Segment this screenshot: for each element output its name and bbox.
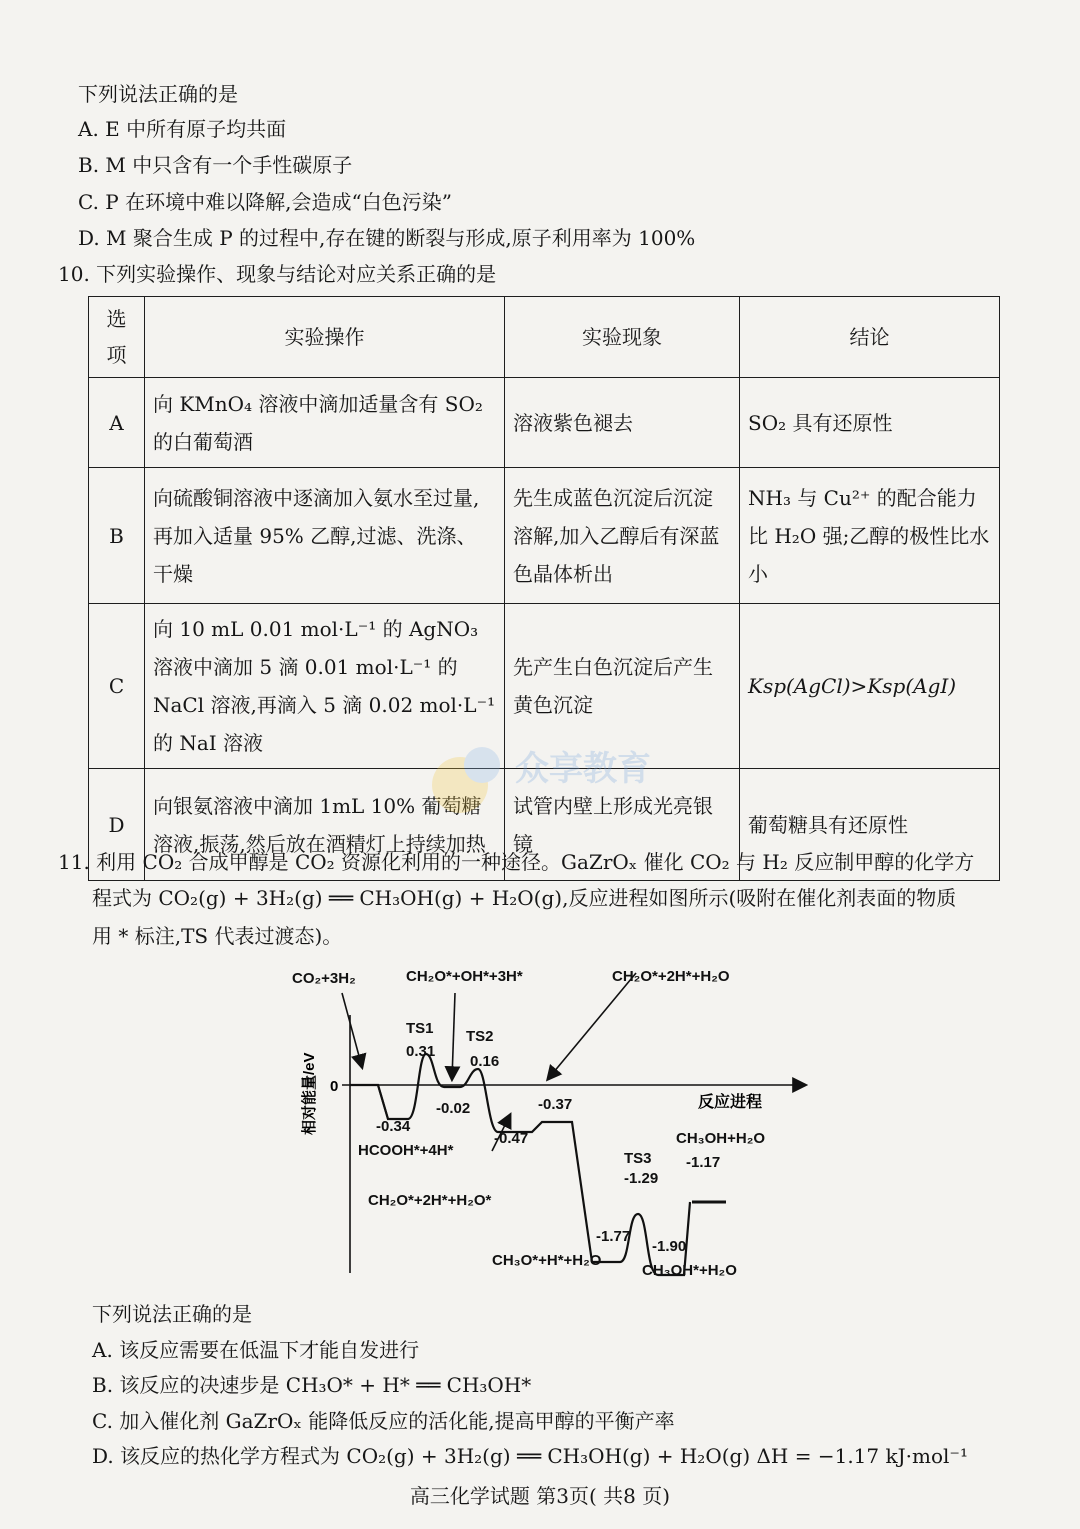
table-row (89, 378, 1000, 468)
level-species-1: HCOOH*+4H* (358, 1142, 454, 1159)
row-phenomenon: 溶液紫色褪去 (505, 378, 740, 468)
level-species-4: TS2 (466, 1028, 494, 1045)
drop-line (378, 1085, 388, 1119)
q9-option-a: A. E 中所有原子均共面 (78, 117, 287, 141)
level-species-7: CH₃O*+H*+H₂O (492, 1252, 602, 1269)
q11-option-c: C. 加入催化剂 GaZrOₓ 能降低反应的活化能,提高甲醇的平衡产率 (92, 1409, 675, 1433)
energy-profile-chart (280, 955, 820, 1285)
q11-option-b: B. 该反应的决速步是 CH₃O* + H* ══ CH₃OH* (92, 1373, 532, 1397)
q11-option-d: D. 该反应的热化学方程式为 CO₂(g) + 3H₂(g) ══ CH₃OH(g) + H₂O(g) ΔH = −1.17 kJ·mol⁻¹ (92, 1444, 968, 1468)
x-axis-label: 反应进程 (698, 1094, 763, 1111)
row-option: A (89, 378, 145, 468)
table-header-row (89, 297, 1000, 378)
row-operation: 向硫酸铜溶液中逐滴加入氨水至过量,再加入适量 95% 乙醇,过滤、洗涤、干燥 (145, 468, 505, 604)
level-species-10: CH₃OH+H₂O (676, 1130, 766, 1147)
level-value-label-5: -0.47 (494, 1130, 529, 1147)
row-operation: 向 KMnO₄ 溶液中滴加适量含有 SO₂ 的白葡萄酒 (145, 378, 505, 468)
level-species-2: TS1 (406, 1020, 434, 1037)
level-species-0: CO₂+3H₂ (292, 970, 356, 987)
level-species-3: CH₂O*+OH*+3H* (406, 968, 523, 985)
table-row (89, 604, 1000, 769)
q9-option-b: B. M 中只含有一个手性碳原子 (78, 153, 353, 177)
experiment-table (88, 296, 1000, 881)
table-row (89, 468, 1000, 604)
row-conclusion: Ksp(AgCl)>Ksp(AgI) (740, 604, 1000, 769)
q9-stem: 下列说法正确的是 (78, 82, 238, 106)
header-operation: 实验操作 (145, 297, 505, 378)
row-phenomenon: 先产生白色沉淀后产生黄色沉淀 (505, 604, 740, 769)
row-conclusion: NH₃ 与 Cu²⁺ 的配合能力比 H₂O 强;乙醇的极性比水小 (740, 468, 1000, 604)
row-operation: 向 10 mL 0.01 mol·L⁻¹ 的 AgNO₃ 溶液中滴加 5 滴 0.01 mol·L⁻¹ 的 NaCl 溶液,再滴入 5 滴 0.02 mol·L⁻¹ 的 NaI 溶液 (145, 604, 505, 769)
level-value-label-10: -1.17 (686, 1154, 721, 1171)
level-species-8: TS3 (624, 1150, 652, 1167)
row-option: B (89, 468, 145, 604)
level-species-5: CH₂O*+2H*+H₂O* (368, 1192, 492, 1209)
row-operation: 向银氨溶液中滴加 1mL 10% 葡萄糖溶液,振荡,然后放在酒精灯上持续加热 (145, 769, 505, 881)
level-species-9: CH₃OH*+H₂O (642, 1262, 737, 1279)
level-value-label-2: 0.31 (406, 1043, 436, 1060)
y-axis-label: 相对能量/eV (301, 1052, 318, 1135)
row-phenomenon: 试管内壁上形成光亮银镜 (505, 769, 740, 881)
level-value-label-7: -1.77 (596, 1228, 631, 1245)
level-value-label-9: -1.90 (652, 1238, 687, 1255)
page-footer: 高三化学试题 第3页( 共8 页) (409, 1484, 671, 1508)
q11-intro-line1: 11. 利用 CO₂ 合成甲醇是 CO₂ 资源化利用的一种途径。GaZrOₓ 催化 CO₂ 与 H₂ 反应制甲醇的化学方 (58, 850, 975, 874)
q9-option-d: D. M 聚合生成 P 的过程中,存在键的断裂与形成,原子利用率为 100% (78, 226, 696, 250)
row-conclusion: 葡萄糖具有还原性 (740, 769, 1000, 881)
q11-option-a: A. 该反应需要在低温下才能自发进行 (92, 1338, 420, 1362)
q10-title: 10. 下列实验操作、现象与结论对应关系正确的是 (58, 262, 497, 286)
header-conclusion: 结论 (740, 297, 1000, 378)
level-value-label-4: 0.16 (470, 1053, 500, 1070)
level-value-label-1: -0.34 (376, 1118, 411, 1135)
q9-option-c: C. P 在环境中难以降解,会造成“白色污染” (78, 190, 452, 214)
level-value-label-8: -1.29 (624, 1170, 659, 1187)
row-option: C (89, 604, 145, 769)
q11-stem: 下列说法正确的是 (92, 1302, 252, 1326)
pointer-arrow-1 (452, 993, 455, 1079)
row-conclusion: SO₂ 具有还原性 (740, 378, 1000, 468)
q11-intro-line3: 用 * 标注,TS 代表过渡态)。 (92, 924, 343, 948)
row-option: D (89, 769, 145, 881)
level-species-6: CH₂O*+2H*+H₂O (612, 968, 730, 985)
level-value-label-6: -0.37 (538, 1096, 573, 1113)
y-zero-label: 0 (330, 1078, 339, 1095)
q11-intro-line2: 程式为 CO₂(g) + 3H₂(g) ══ CH₃OH(g) + H₂O(g),反应进程如图所示(吸附在催化剂表面的物质 (92, 886, 957, 910)
pointer-arrow-2 (548, 973, 636, 1079)
header-option: 选项 (89, 297, 145, 378)
header-phenomenon: 实验现象 (505, 297, 740, 378)
level-value-label-3: -0.02 (436, 1100, 471, 1117)
watermark-text: 众享教育 (515, 749, 651, 789)
row-phenomenon: 先生成蓝色沉淀后沉淀溶解,加入乙醇后有深蓝色晶体析出 (505, 468, 740, 604)
pointer-arrow-0 (342, 993, 362, 1067)
